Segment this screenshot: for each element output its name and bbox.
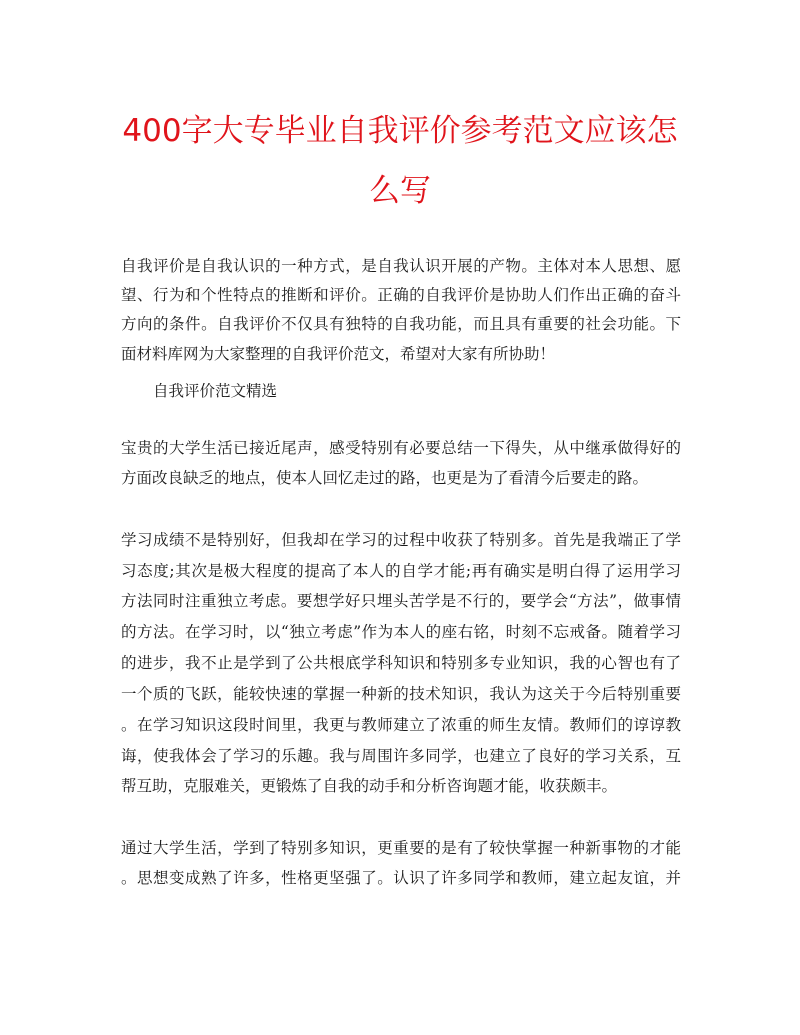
- body-line: 方面改良缺乏的地点，使本人回忆走过的路，也更是为了看清今后要走的路。: [121, 469, 649, 487]
- section-heading: 自我评价范文精选: [153, 382, 278, 400]
- body-line: 方法同时注重独立考虑。要想学好只埋头苦学是不行的，要学会“方法”，做事情: [121, 592, 681, 610]
- document-title-line-1: 400字大专毕业自我评价参考范文应该怎: [122, 113, 678, 149]
- body-line: 。思想变成熟了许多，性格更坚强了。认识了许多同学和教师，建立起友谊，并: [121, 869, 681, 887]
- body-line: 诲，使我体会了学习的乐趣。我与周围许多同学，也建立了良好的学习关系，互: [121, 747, 681, 765]
- body-line: 习态度;其次是极大程度的提高了本人的自学才能;再有确实是明白得了运用学习: [121, 562, 681, 580]
- body-line: 。在学习知识这段时间里，我更与教师建立了浓重的师生友情。教师们的谆谆教: [121, 716, 681, 734]
- body-line: 面材料库网为大家整理的自我评价范文，希望对大家有所协助！: [121, 345, 556, 363]
- body-line: 的方法。在学习时，以“独立考虑”作为本人的座右铭，时刻不忘戒备。随着学习: [121, 623, 681, 641]
- body-line: 自我评价是自我认识的一种方式，是自我认识开展的产物。主体对本人思想、愿: [121, 257, 681, 275]
- body-line: 通过大学生活，学到了特别多知识，更重要的是有了较快掌握一种新事物的才能: [121, 839, 681, 857]
- body-line: 望、行为和个性特点的推断和评价。正确的自我评价是协助人们作出正确的奋斗: [121, 286, 681, 304]
- document-title-line-2: 么写: [369, 173, 431, 209]
- body-line: 一个质的飞跃，能较快速的掌握一种新的技术知识，我认为这关于今后特别重要: [121, 685, 681, 703]
- body-line: 帮互助，克服难关，更锻炼了自我的动手和分析咨询题才能，收获颇丰。: [121, 777, 618, 795]
- body-line: 方向的条件。自我评价不仅具有独特的自我功能，而且具有重要的社会功能。下: [121, 315, 681, 333]
- body-line: 的进步，我不止是学到了公共根底学科知识和特别多专业知识，我的心智也有了: [121, 654, 681, 672]
- body-line: 学习成绩不是特别好，但我却在学习的过程中收获了特别多。首先是我端正了学: [121, 531, 681, 549]
- body-line: 宝贵的大学生活已接近尾声，感受特别有必要总结一下得失，从中继承做得好的: [121, 439, 681, 457]
